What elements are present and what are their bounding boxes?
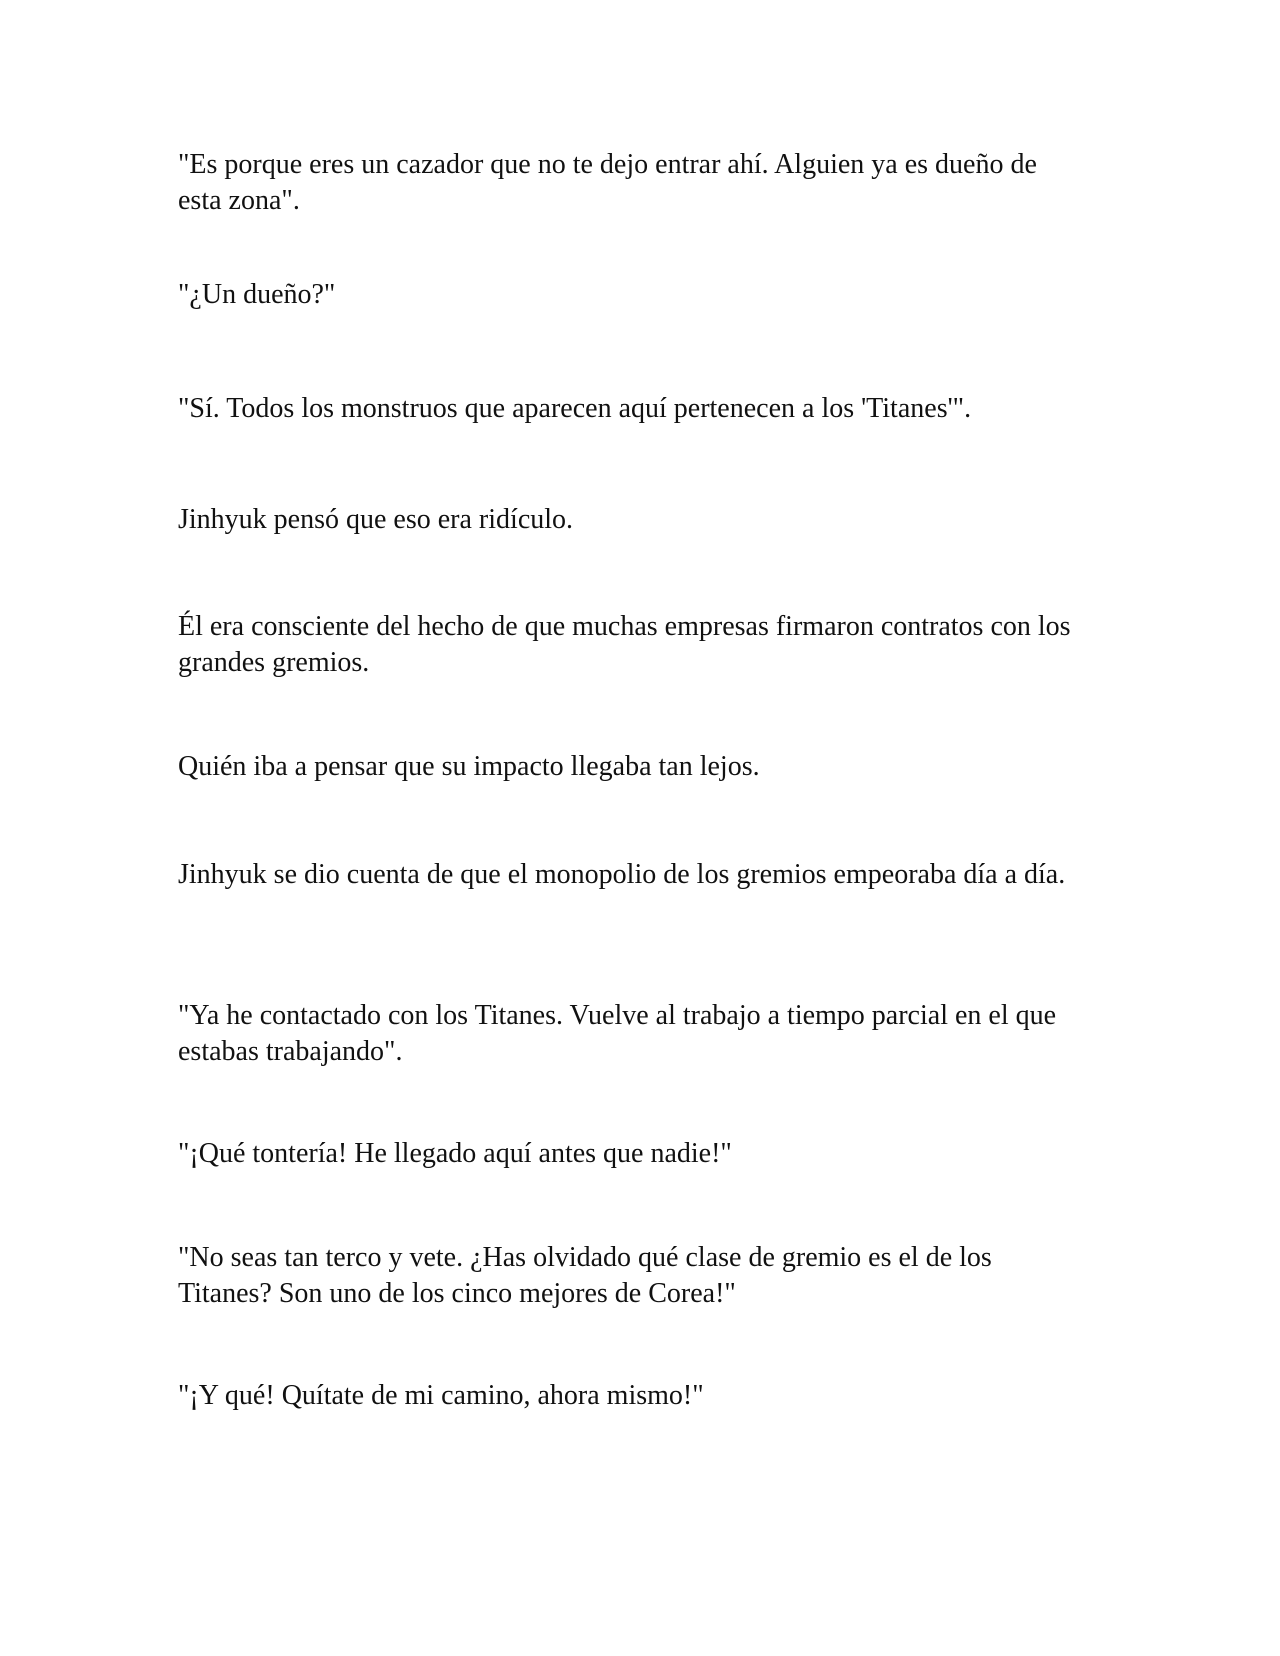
paragraph-1: "Es porque eres un cazador que no te dejo entrar ahí. Alguien ya es dueño de esta zona".: [178, 149, 1037, 216]
paragraph-11: "¡Y qué! Quítate de mi camino, ahora mismo!": [178, 1380, 704, 1411]
paragraph-9: "¡Qué tontería! He llegado aquí antes que nadie!": [178, 1138, 732, 1169]
paragraph-7: Jinhyuk se dio cuenta de que el monopolio de los gremios empeoraba día a día.: [178, 859, 1066, 890]
paragraph-2: "¿Un dueño?": [178, 279, 336, 310]
paragraph-6: Quién iba a pensar que su impacto llegaba tan lejos.: [178, 751, 760, 782]
paragraph-4: Jinhyuk pensó que eso era ridículo.: [178, 504, 574, 535]
paragraph-3: "Sí. Todos los monstruos que aparecen aquí pertenecen a los 'Titanes'".: [178, 393, 972, 424]
paragraph-5: Él era consciente del hecho de que muchas empresas firmaron contratos con los grandes gremios.: [178, 611, 1071, 678]
paragraph-8: "Ya he contactado con los Titanes. Vuelve al trabajo a tiempo parcial en el que estabas trabajando".: [178, 1000, 1057, 1067]
paragraph-10: "No seas tan terco y vete. ¿Has olvidado qué clase de gremio es el de los Titanes? Son uno de los cinco mejores de Corea!": [178, 1242, 992, 1309]
